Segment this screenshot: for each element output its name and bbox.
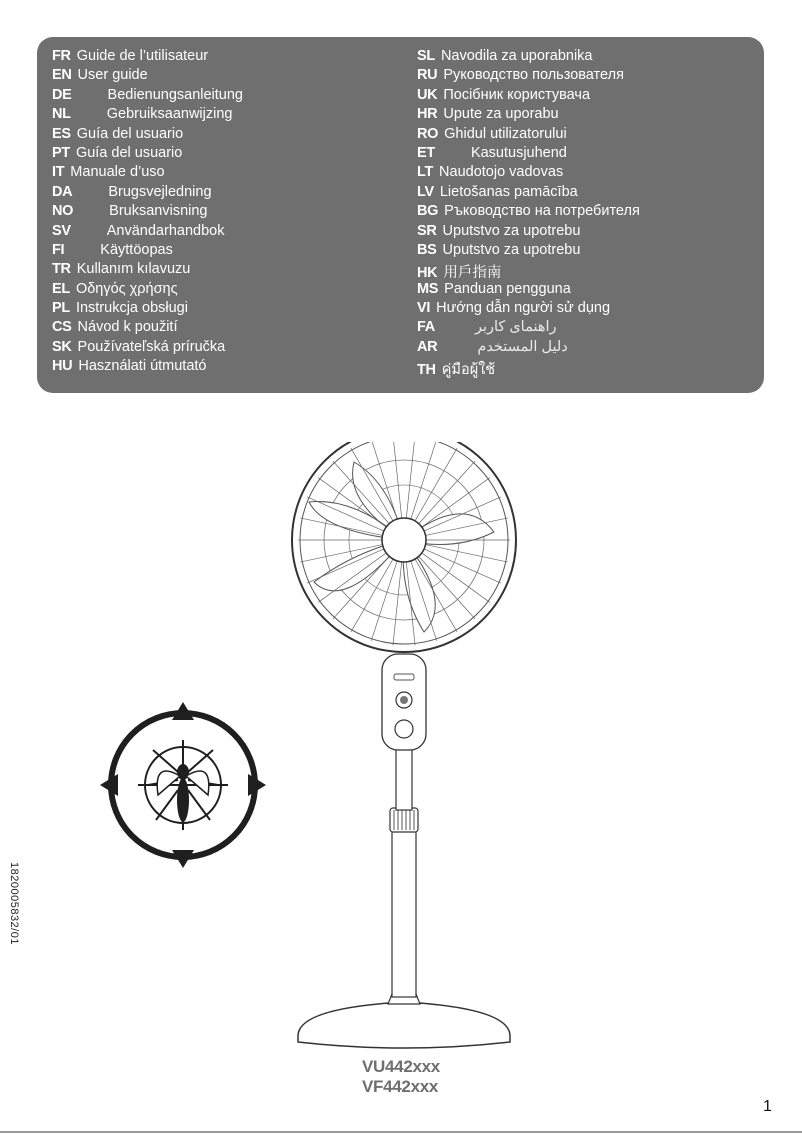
language-row-da xyxy=(52,184,243,203)
language-guide-title: Használati útmutató xyxy=(78,358,207,375)
language-code: SL xyxy=(417,48,435,64)
language-row-bs xyxy=(417,242,640,261)
language-row-el xyxy=(52,281,243,300)
language-row-fr xyxy=(52,48,243,67)
language-code: NO xyxy=(52,203,74,220)
language-guide-title: دليل المستخدم xyxy=(477,338,568,355)
language-guide-title: Brugsvejledning xyxy=(108,183,212,200)
language-code: FA xyxy=(417,319,435,336)
language-guide-title: Navodila za uporabnika xyxy=(440,48,593,64)
language-row-fa xyxy=(417,319,640,338)
language-code: VI xyxy=(417,300,431,317)
language-guide-title: Uputstvo za upotrebu xyxy=(442,241,581,258)
language-row-lt xyxy=(417,164,640,183)
language-row-es xyxy=(52,126,243,145)
language-guide-title: 用戶指南 xyxy=(443,265,502,282)
language-code: BS xyxy=(417,241,437,258)
language-row-pl xyxy=(52,300,243,319)
model-numbers xyxy=(362,1057,440,1097)
language-code: PT xyxy=(52,144,70,161)
language-guide-title: Ръководство на потребителя xyxy=(444,203,640,220)
language-guide-title: Οδηγός χρήσης xyxy=(75,280,178,297)
language-row-sk xyxy=(52,339,243,358)
language-guide-title: Panduan pengguna xyxy=(444,280,571,297)
language-row-th xyxy=(417,358,640,377)
language-guide-title: Руководство пользователя xyxy=(443,67,624,84)
standing-fan-illustration xyxy=(284,442,524,1062)
language-code: NL xyxy=(52,106,71,123)
language-guide-title: คู่มือผู้ใช้ xyxy=(441,362,496,379)
language-guide-title: Kasutusjuhend xyxy=(470,144,567,161)
language-code: AR xyxy=(417,338,438,355)
language-guide-title: Hướng dẫn người sử dụng xyxy=(436,300,611,317)
language-row-pt xyxy=(52,145,243,164)
page-number: 1 xyxy=(763,1098,772,1115)
language-code: EL xyxy=(52,280,70,297)
language-row-nl xyxy=(52,106,243,125)
language-row-hk xyxy=(417,261,640,280)
language-code: HR xyxy=(417,106,438,123)
language-row-ms xyxy=(417,281,640,300)
language-code: CS xyxy=(52,319,72,336)
language-guide-title: Kullanım kılavuzu xyxy=(76,261,191,278)
language-guide-title: Guía del usuario xyxy=(75,144,183,161)
language-code: MS xyxy=(417,280,439,297)
language-row-cs xyxy=(52,319,243,338)
language-row-hr xyxy=(417,106,640,125)
model-number: VF442xxx xyxy=(362,1077,439,1096)
fan-pole-upper xyxy=(396,742,412,810)
language-guide-title: Bruksanvisning xyxy=(109,203,208,220)
language-column-right xyxy=(417,48,640,378)
language-guide-title: Instrukcja obsługi xyxy=(75,300,188,317)
language-code: ES xyxy=(52,125,71,142)
language-code: SR xyxy=(417,222,437,239)
language-row-fi xyxy=(52,242,243,261)
language-guide-title: Användarhandbok xyxy=(106,222,225,239)
language-code: HK xyxy=(417,265,438,282)
language-guide-title: Käyttöopas xyxy=(100,241,173,258)
language-row-hu xyxy=(52,358,243,377)
language-panel xyxy=(37,37,764,393)
language-code: TH xyxy=(417,362,436,379)
language-code: BG xyxy=(417,203,439,220)
language-code: LT xyxy=(417,164,434,181)
language-row-tr xyxy=(52,261,243,280)
language-row-sl xyxy=(417,48,640,67)
language-code: SV xyxy=(52,222,71,239)
language-row-sv xyxy=(52,223,243,242)
document-code: 1820005832/01 xyxy=(8,862,20,945)
language-row-no xyxy=(52,203,243,222)
language-guide-title: Naudotojo vadovas xyxy=(439,164,564,181)
language-row-ru xyxy=(417,67,640,86)
language-row-it xyxy=(52,164,243,183)
language-code: DA xyxy=(52,183,73,200)
language-guide-title: Návod k použití xyxy=(77,319,178,336)
language-guide-title: Bedienungsanleitung xyxy=(107,86,243,103)
language-code: TR xyxy=(52,261,71,278)
language-code: FR xyxy=(52,48,71,64)
language-column-left xyxy=(52,48,243,378)
language-guide-title: Guía del usuario xyxy=(76,125,184,142)
language-guide-title: Guide de l’utilisateur xyxy=(76,48,209,64)
language-code: FI xyxy=(52,241,65,258)
fan-base xyxy=(298,1002,510,1048)
language-row-de xyxy=(52,87,243,106)
language-row-ar xyxy=(417,339,640,358)
language-code: DE xyxy=(52,86,72,103)
language-code: LV xyxy=(417,183,434,200)
language-code: ET xyxy=(417,144,435,161)
language-guide-title: Gebruiksaanwijzing xyxy=(106,106,233,123)
language-row-bg xyxy=(417,203,640,222)
language-code: IT xyxy=(52,164,65,181)
language-row-sr xyxy=(417,223,640,242)
language-row-lv xyxy=(417,184,640,203)
language-code: RU xyxy=(417,67,438,84)
language-code: RO xyxy=(417,125,439,142)
language-code: UK xyxy=(417,86,438,103)
model-number: VU442xxx xyxy=(362,1057,440,1076)
language-guide-title: راهنمای کاربر xyxy=(474,319,557,336)
fan-pole-lower xyxy=(392,822,416,997)
language-code: PL xyxy=(52,300,70,317)
language-code: HU xyxy=(52,358,73,375)
language-code: SK xyxy=(52,338,72,355)
language-guide-title: Ghidul utilizatorului xyxy=(444,125,567,142)
fan-head xyxy=(292,442,516,652)
language-guide-title: User guide xyxy=(77,67,148,84)
language-row-ro xyxy=(417,126,640,145)
language-row-uk xyxy=(417,87,640,106)
language-guide-title: Používateľská príručka xyxy=(77,338,226,355)
language-guide-title: Посібник користувача xyxy=(443,86,591,103)
language-row-et xyxy=(417,145,640,164)
language-row-vi xyxy=(417,300,640,319)
language-guide-title: Upute za uporabu xyxy=(443,106,559,123)
language-code: EN xyxy=(52,67,72,84)
language-row-en xyxy=(52,67,243,86)
mosquito-repellent-icon xyxy=(98,700,268,870)
language-guide-title: Uputstvo za upotrebu xyxy=(442,222,581,239)
language-guide-title: Lietošanas pamācība xyxy=(439,183,578,200)
bottom-rule xyxy=(0,1131,802,1133)
language-guide-title: Manuale d’uso xyxy=(70,164,165,181)
